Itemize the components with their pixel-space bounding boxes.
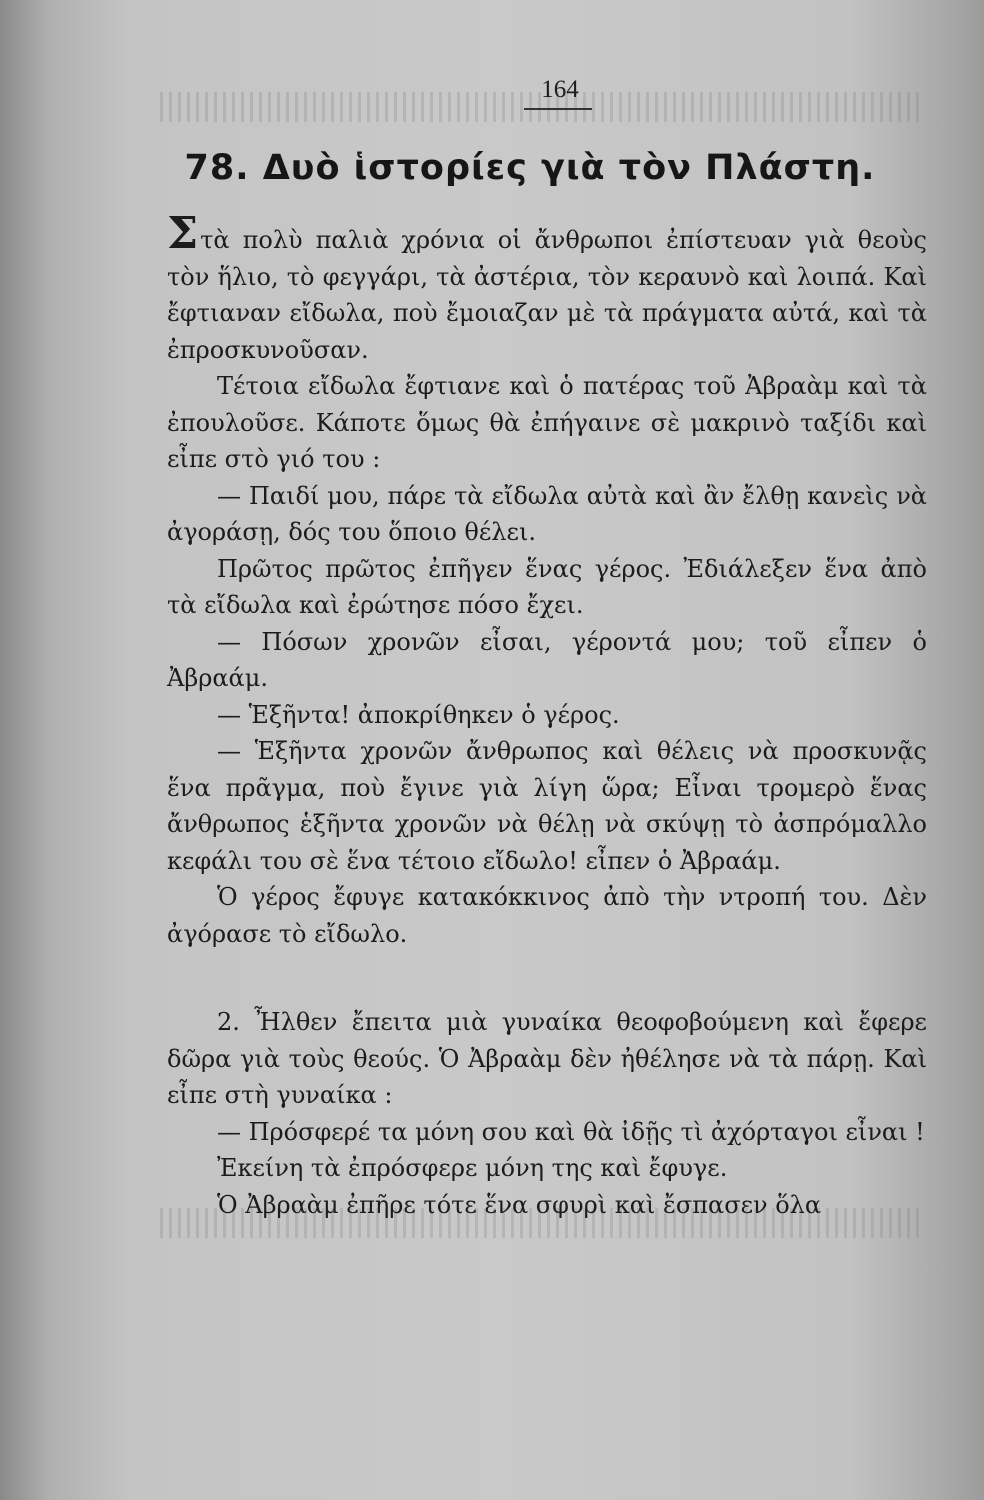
body-text bbox=[167, 208, 927, 1223]
drop-cap-initial: Σ bbox=[167, 208, 199, 259]
section-gap bbox=[167, 952, 927, 1004]
page-number: 164 bbox=[541, 76, 579, 103]
paragraph-11: Ἐκείνη τὰ ἐπρόσφερε μόνη της καὶ ἔφυγε. bbox=[217, 1154, 728, 1182]
paragraph-6: — Ἑξῆντα! ἀποκρίθηκεν ὁ γέρος. bbox=[217, 700, 620, 729]
paragraph-4: Πρῶτος πρῶτος ἐπῆγεν ἕνας γέρος. Ἐδιάλεξεν ἕνα ἀπὸ τὰ εἴδωλα καὶ ἐρώτησε πόσο ἔχει. bbox=[167, 554, 927, 619]
paragraph-8: Ὁ γέρος ἔφυγε κατακόκκινος ἀπὸ τὴν ντροπή του. Δὲν ἀγόρασε τὸ εἴδωλο. bbox=[167, 883, 927, 948]
paragraph-2: Τέτοια εἴδωλα ἔφτιανε καὶ ὁ πατέρας τοῦ Ἀβραὰμ καὶ τὰ ἐπουλοῦσε. Κάποτε ὅμως θὰ ἐπήγαινε σὲ μακρινὸ ταξίδι καὶ εἶπε στὸ γιό του : bbox=[167, 372, 927, 473]
chapter-title: 78. Δυὸ ἱστορίες γιὰ τὸν Πλάστη. bbox=[184, 148, 876, 188]
paragraph-3: — Παιδί μου, πάρε τὰ εἴδωλα αὐτὰ καὶ ἂν ἔλθῃ κανεὶς νὰ ἀγοράσῃ, δός του ὅποιο θέλει. bbox=[167, 481, 927, 546]
paragraph-5: — Πόσων χρονῶν εἶσαι, γέροντά μου; τοῦ εἶπεν ὁ Ἀβραάμ. bbox=[167, 627, 927, 692]
paragraph-1 bbox=[167, 208, 927, 368]
page-number-rule bbox=[524, 108, 592, 110]
paragraph-10: — Πρόσφερέ τα μόνη σου καὶ θὰ ἰδῇς τὶ ἀχόρταγοι εἶναι ! bbox=[217, 1117, 925, 1146]
paragraph-1-text: τὰ πολὺ παλιὰ χρόνια οἱ ἄνθρωποι ἐπίστευαν γιὰ θεοὺς τὸν ἥλιο, τὸ φεγγάρι, τὰ ἀστέρια, τὸν κεραυνὸ καὶ λοιπά. Καὶ ἔφτιαναν εἴδωλα, ποὺ ἔμοιαζαν μὲ τὰ πράγματα αὐτά, καὶ τὰ ἐπροσκυνοῦσαν. bbox=[167, 226, 927, 364]
paragraph-7: — Ἑξῆντα χρονῶν ἄνθρωπος καὶ θέλεις νὰ προσκυνᾷς ἕνα πρᾶγμα, ποὺ ἔγινε γιὰ λίγη ὥρα; Εἶναι τρομερὸ ἕνας ἄνθρωπος ἑξῆντα χρονῶν νὰ θέλῃ νὰ σκύψῃ τὸ ἀσπρόμαλλο κεφάλι του σὲ ἕνα τέτοιο εἴδωλο! εἶπεν ὁ Ἀβραάμ. bbox=[167, 737, 927, 875]
paragraph-9: 2. Ἦλθεν ἔπειτα μιὰ γυναίκα θεοφοβούμενη καὶ ἔφερε δῶρα γιὰ τοὺς θεούς. Ὁ Ἀβραὰμ δὲν ἠθέλησε νὰ τὰ πάρῃ. Καὶ εἶπε στὴ γυναίκα : bbox=[167, 1008, 927, 1109]
paragraph-12: Ὁ Ἀβραὰμ ἐπῆρε τότε ἕνα σφυρὶ καὶ ἔσπασεν ὅλα bbox=[217, 1190, 822, 1219]
